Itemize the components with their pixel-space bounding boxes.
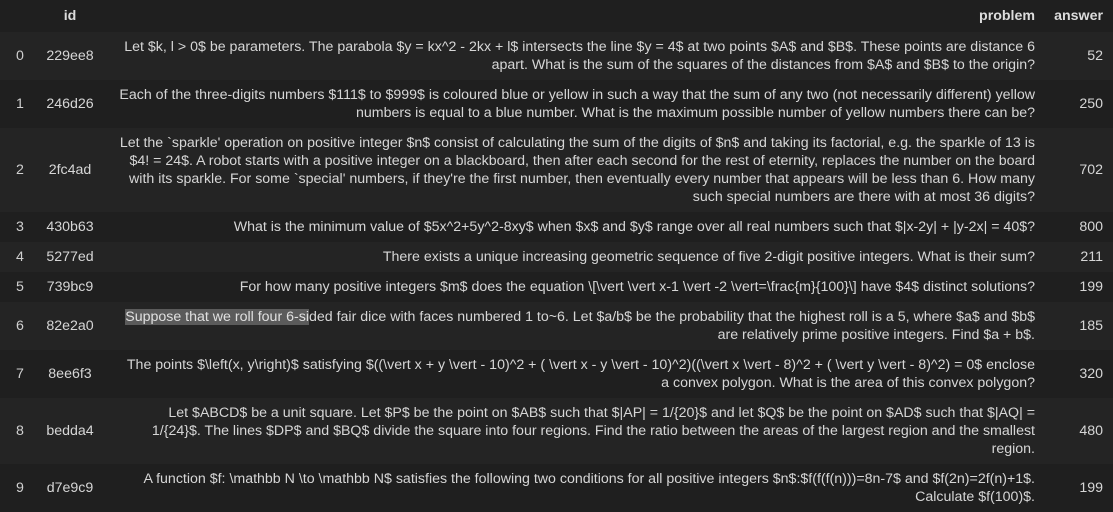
row-index: 5	[0, 272, 41, 302]
table-row	[0, 272, 1113, 302]
row-id: 82e2a0	[41, 302, 99, 350]
row-id: 246d26	[41, 80, 99, 128]
row-id: 8ee6f3	[41, 350, 99, 398]
row-problem: There exists a unique increasing geometric sequence of five 2-digit positive integers. What is their sum?	[99, 242, 1041, 272]
row-problem: Let $ABCD$ be a unit square. Let $P$ be the point on $AB$ such that $|AP| = 1/{20}$ and let $Q$ be the point on $AD$ such that $|AQ| = 1/{24}$. The lines $DP$ and $BQ$ divide the square into four regions. Find the ratio between the areas of the largest region and the smallest region.	[99, 398, 1041, 464]
row-id: bedda4	[41, 398, 99, 464]
table-row	[0, 350, 1113, 398]
row-id: d7e9c9	[41, 464, 99, 512]
row-index: 6	[0, 302, 41, 350]
table-row	[0, 128, 1113, 212]
table-row	[0, 398, 1113, 464]
row-answer: 52	[1041, 32, 1113, 80]
row-index: 4	[0, 242, 41, 272]
row-problem: What is the minimum value of $5x^2+5y^2-8xy$ when $x$ and $y$ range over all real numbers such that $|x-2y| + |y-2x| = 40$?	[99, 212, 1041, 242]
row-problem: A function $f: \mathbb N \to \mathbb N$ satisfies the following two conditions for all positive integers $n$:$f(f(f(n)))=8n-7$ and $f(2n)=2f(n)+1$. Calculate $f(100)$.	[99, 464, 1041, 512]
row-index: 8	[0, 398, 41, 464]
row-problem: For how many positive integers $m$ does the equation \[\vert \vert x-1 \vert -2 \vert=\frac{m}{100}\] have $4$ distinct solutions?	[99, 272, 1041, 302]
table-row	[0, 464, 1113, 512]
row-index: 9	[0, 464, 41, 512]
row-index: 3	[0, 212, 41, 242]
text-selection-highlight[interactable]: Suppose that we roll four 6-si	[125, 309, 309, 325]
row-index: 0	[0, 32, 41, 80]
row-problem: The points $\left(x, y\right)$ satisfying $((\vert x + y \vert - 10)^2 + ( \vert x - y \vert - 10)^2)((\vert x \vert - 8)^2 + ( \vert y \vert - 8)^2) = 0$ enclose a convex polygon. What is the area of this convex polygon?	[99, 350, 1041, 398]
table-row	[0, 302, 1113, 350]
row-index: 1	[0, 80, 41, 128]
header-problem: problem	[979, 8, 1035, 24]
row-answer: 702	[1041, 128, 1113, 212]
row-answer: 250	[1041, 80, 1113, 128]
row-id: 5277ed	[41, 242, 99, 272]
row-answer: 320	[1041, 350, 1113, 398]
row-answer: 800	[1041, 212, 1113, 242]
row-problem: Let $k, l > 0$ be parameters. The parabola $y = kx^2 - 2kx + l$ intersects the line $y = 4$ at two points $A$ and $B$. These points are distance 6 apart. What is the sum of the squares of the distances from $A$ and $B$ to the origin?	[99, 32, 1041, 80]
row-answer: 185	[1041, 302, 1113, 350]
table-row	[0, 32, 1113, 80]
row-answer: 199	[1041, 464, 1113, 512]
row-problem: Each of the three-digits numbers $111$ to $999$ is coloured blue or yellow in such a way that the sum of any two (not necessarily different) yellow numbers is equal to a blue number. What is the maximum possible number of yellow numbers there can be?	[99, 80, 1041, 128]
table-row	[0, 242, 1113, 272]
row-problem: ded fair dice with faces numbered 1 to~6. Let $a/b$ be the probability that the highest roll is a 5, where $a$ and $b$ are relatively prime positive integers. Find $a + b$.	[308, 309, 1035, 343]
row-answer: 480	[1041, 398, 1113, 464]
row-id: 229ee8	[41, 32, 99, 80]
header-answer: answer	[1054, 8, 1103, 24]
row-answer: 199	[1041, 272, 1113, 302]
row-problem-cell	[99, 302, 1041, 350]
row-index: 2	[0, 128, 41, 212]
table-row	[0, 80, 1113, 128]
table-row	[0, 212, 1113, 242]
header-index	[0, 0, 41, 32]
row-answer: 211	[1041, 242, 1113, 272]
header-row	[0, 0, 1113, 32]
row-id: 739bc9	[41, 272, 99, 302]
header-id: id	[63, 8, 77, 24]
row-id: 430b63	[41, 212, 99, 242]
row-index: 7	[0, 350, 41, 398]
row-problem: Let the `sparkle' operation on positive integer $n$ consist of calculating the sum of the digits of $n$ and taking its factorial, e.g. the sparkle of 13 is $4! = 24$. A robot starts with a positive integer on a blackboard, then after each second for the rest of eternity, replaces the number on the board with its sparkle. For some `special' numbers, if they're the first number, then eventually every number that appears will be less than 6. How many such special numbers are there with at most 36 digits?	[99, 128, 1041, 212]
row-id: 2fc4ad	[41, 128, 99, 212]
